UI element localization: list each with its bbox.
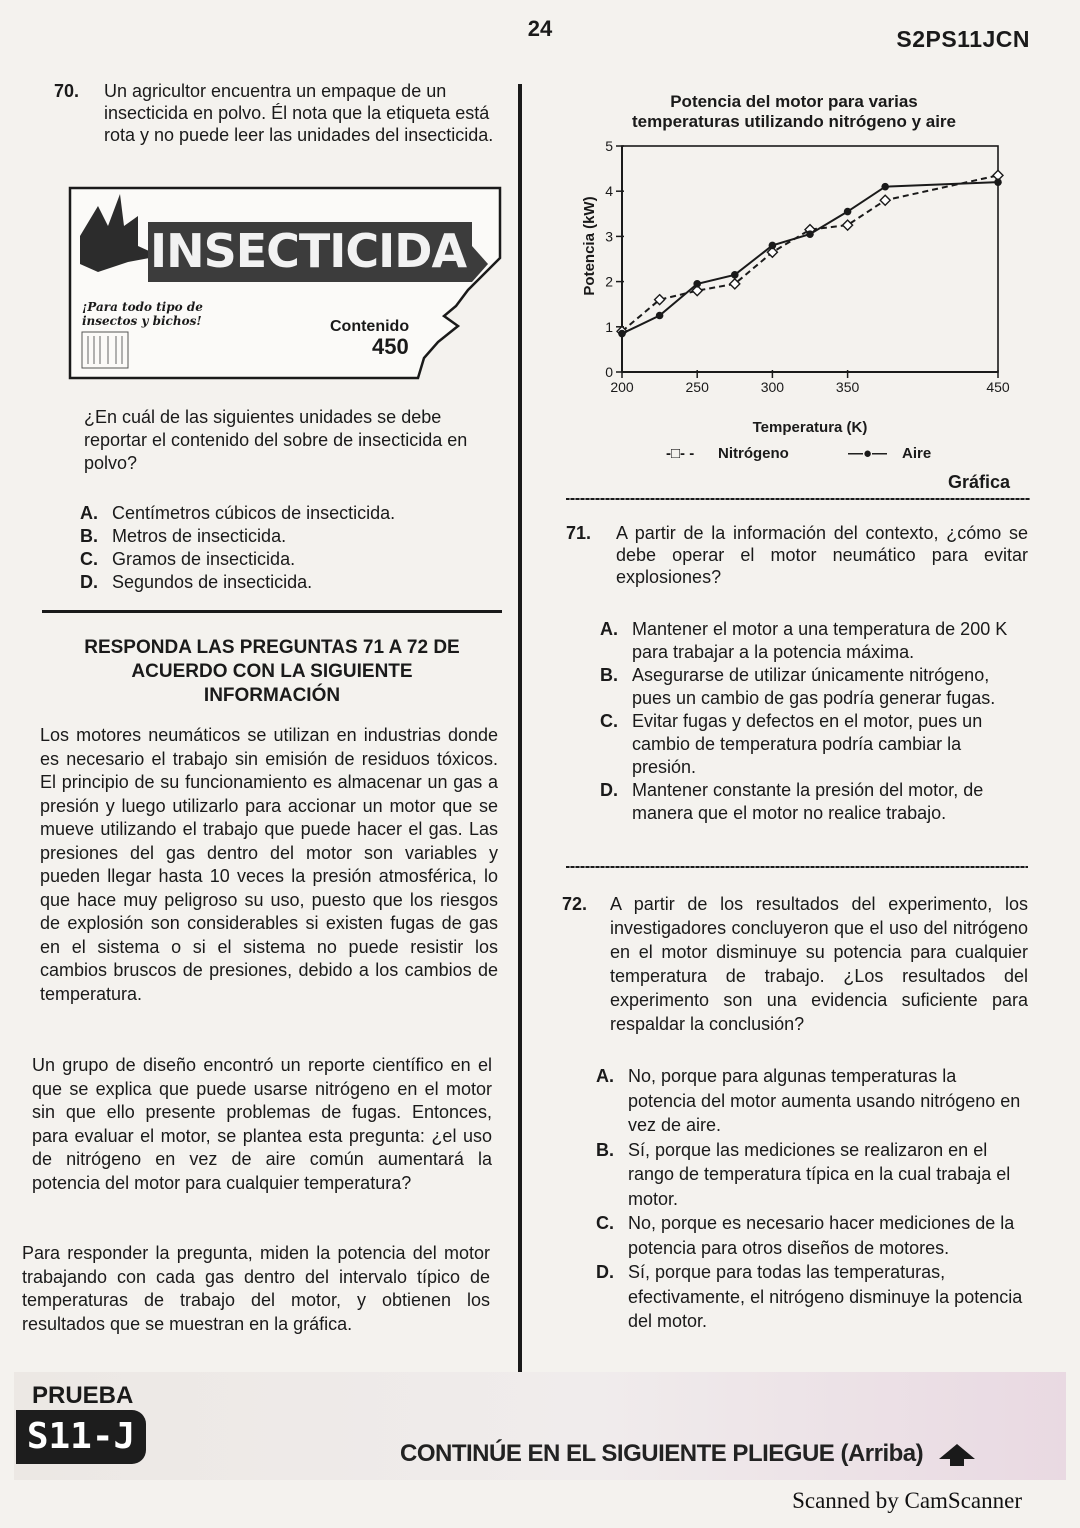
label-brand: INSECTICIDA <box>150 224 467 278</box>
option-text: Sí, porque las mediciones se realizaron en el rango de temperatura típica en la cual trabaja el motor. <box>628 1139 1011 1209</box>
option-b[interactable] <box>600 664 1028 710</box>
label-amount: 450 <box>372 334 409 359</box>
option-a[interactable] <box>600 618 1028 664</box>
option-b[interactable] <box>596 1138 1028 1212</box>
option-letter: C. <box>600 711 618 731</box>
data-point-aire <box>656 312 664 320</box>
option-d[interactable] <box>596 1260 1028 1334</box>
question-text: A partir de la información del contexto, ¿cómo se debe operar el motor neumático para evitar explosiones? <box>616 523 1028 587</box>
insecticide-label <box>68 186 502 380</box>
option-c[interactable] <box>596 1211 1028 1260</box>
option-letter: B. <box>80 526 98 546</box>
option-text: Gramos de insecticida. <box>112 549 296 569</box>
x-tick-label: 350 <box>835 379 860 395</box>
slogan-line: insectos y bichos! <box>82 314 202 328</box>
chart-title-line: Potencia del motor para varias <box>670 92 918 111</box>
question-70 <box>54 80 510 146</box>
option-text: No, porque para algunas temperaturas la potencia del motor aumenta usando nitrógeno en vez de aire. <box>628 1066 1021 1135</box>
option-text: No, porque es necesario hacer mediciones de la potencia para otros diseños de motores. <box>628 1213 1015 1258</box>
section-divider <box>566 498 1030 500</box>
data-point-aire <box>844 208 852 216</box>
info-paragraph-1: Los motores neumáticos se utilizan en industrias donde es necesario el trabajo sin emisión de residuos tóxicos. El principio de su funcionamiento es almacenar un gas a presión y luego utilizarlo para accionar un motor que se mueve utilizando el trabajo que puede hacer el gas. Las presiones del gas dentro del motor son variables y pueden llegar hasta 10 veces la presión atmosférica, lo que hace muy peligroso su uso, puesto que los riesgos de explosión son considerables si existen fugas de gas en el sistema o si el sistema no puede resistir los cambios bruscos de presiones, debido a los cambios de temperatura. <box>40 725 498 1004</box>
title-line: RESPONDA LAS PREGUNTAS 71 A 72 DE <box>84 637 460 658</box>
x-axis-label: Temperatura (K) <box>752 419 868 436</box>
legend-symbol-aire: —●— <box>848 445 888 462</box>
exam-code: S2PS11JCN <box>896 26 1030 52</box>
data-point-aire <box>806 230 814 238</box>
data-point-aire <box>994 178 1002 186</box>
option-text: Asegurarse de utilizar únicamente nitrógeno, pues un cambio de gas podría generar fugas. <box>632 665 996 708</box>
question-number: 70. <box>54 81 80 101</box>
x-tick-label: 450 <box>986 379 1010 395</box>
option-c[interactable] <box>600 710 1028 779</box>
y-tick-label: 3 <box>605 228 613 245</box>
footer-prueba: PRUEBA <box>32 1382 134 1409</box>
x-tick-label: 300 <box>760 379 785 395</box>
option-text: Sí, porque para todas las temperaturas, efectivamente, el nitrógeno disminuye la potencia del motor. <box>628 1262 1023 1331</box>
option-letter: A. <box>80 503 98 523</box>
options-72 <box>596 1064 1028 1334</box>
option-d[interactable] <box>80 571 500 594</box>
scanner-watermark: Scanned by CamScanner <box>792 1488 1022 1513</box>
x-tick-label: 250 <box>685 379 709 395</box>
data-point-aire <box>731 271 739 279</box>
y-tick-label: 0 <box>605 364 613 380</box>
power-chart <box>566 136 1030 468</box>
option-text: Centímetros cúbicos de insecticida. <box>112 503 396 523</box>
option-text: Mantener constante la presión del motor, de manera que el motor no realice trabajo. <box>632 780 984 823</box>
question-72 <box>562 892 1028 1036</box>
question-71 <box>566 522 1028 588</box>
chart-title-line: temperaturas utilizando nitrógeno y aire <box>631 112 956 131</box>
question-text: Un agricultor encuentra un empaque de un insecticida en polvo. Él nota que la etiqueta está rota y no puede leer las unidades del insecticida. <box>104 81 494 145</box>
slogan-line: ¡Para todo tipo de <box>82 300 203 314</box>
continue-text: CONTINÚE EN EL SIGUIENTE PLIEGUE (Arriba) <box>400 1440 924 1467</box>
label-contenido: Contenido <box>330 318 410 335</box>
page-number: 24 <box>527 16 553 41</box>
y-tick-label: 2 <box>605 273 613 290</box>
data-point-nitrogeno <box>880 195 890 205</box>
plot-frame <box>622 146 998 372</box>
chart-title <box>566 92 1022 132</box>
section-divider <box>42 610 502 613</box>
option-a[interactable] <box>596 1064 1028 1138</box>
option-letter: A. <box>596 1066 614 1086</box>
info-title <box>42 636 502 708</box>
option-text: Segundos de insecticida. <box>112 572 313 592</box>
footer-test-code: S11-J <box>16 1410 146 1464</box>
column-divider <box>518 84 522 1374</box>
question-number: 72. <box>562 894 588 914</box>
title-line: INFORMACIÓN <box>203 685 341 706</box>
y-axis-label: Potencia (kW) <box>581 196 598 296</box>
chart-caption: Gráfica <box>948 472 1011 492</box>
series-line-aire <box>622 182 998 333</box>
info-paragraph-2: Un grupo de diseño encontró un reporte científico en el que se explica que puede usarse nitrógeno en el motor sin que ello presente problemas de fugas. Entonces, para evaluar el motor, se plantea esta pregunta: ¿el uso de nitrógeno en vez de aire común aumentará la potencia del motor para cualquier temperatura? <box>32 1055 492 1193</box>
option-d[interactable] <box>600 779 1028 825</box>
option-text: Mantener el motor a una temperatura de 200 K para trabajar a la potencia máxima. <box>632 619 1008 662</box>
question-70-prompt: ¿En cuál de las siguientes unidades se debe reportar el contenido del sobre de insecticida en polvo? <box>84 407 468 473</box>
legend-label-aire: Aire <box>902 445 932 462</box>
y-tick-label: 5 <box>605 138 613 154</box>
option-text: Evitar fugas y defectos en el motor, pues un cambio de temperatura podría cambiar la presión. <box>632 711 983 777</box>
option-b[interactable] <box>80 525 500 548</box>
data-point-aire <box>618 330 626 338</box>
data-point-aire <box>769 242 777 250</box>
data-point-aire <box>881 183 889 191</box>
label-slogan <box>82 300 203 328</box>
option-c[interactable] <box>80 548 500 571</box>
arrow-up-icon <box>937 1443 977 1467</box>
option-letter: D. <box>80 572 98 592</box>
option-letter: B. <box>600 665 618 685</box>
option-letter: D. <box>600 780 618 800</box>
series-line-nitrogeno <box>622 175 998 331</box>
option-letter: A. <box>600 619 618 639</box>
legend-label-nitrogeno: Nitrógeno <box>718 445 789 462</box>
info-paragraph-3: Para responder la pregunta, miden la potencia del motor trabajando con cada gas dentro del intervalo típico de temperaturas de trabajo del motor, y obtienen los resultados que se muestran en la gráfica. <box>22 1243 490 1334</box>
option-letter: C. <box>596 1213 614 1233</box>
title-line: ACUERDO CON LA SIGUIENTE <box>131 661 413 682</box>
y-tick-label: 4 <box>605 183 613 200</box>
legend-symbol-nitrogeno: -□- - <box>666 445 695 462</box>
y-tick-label: 1 <box>605 318 613 335</box>
section-divider <box>566 866 1028 868</box>
x-tick-label: 200 <box>610 379 634 395</box>
chart-legend <box>666 445 931 462</box>
option-letter: D. <box>596 1262 614 1282</box>
question-number: 71. <box>566 523 592 543</box>
options-71 <box>600 618 1028 825</box>
question-text: A partir de los resultados del experimento, los investigadores concluyeron que el uso del nitrógeno en el motor disminuye su potencia para cualquier temperatura de trabajo. ¿Los resultados del experimento son una evidencia suficiente para respaldar la conclusión? <box>610 894 1028 1034</box>
option-a[interactable] <box>80 502 500 525</box>
data-point-aire <box>693 280 701 288</box>
footer-continue <box>400 1440 977 1468</box>
option-text: Metros de insecticida. <box>112 526 287 546</box>
option-letter: B. <box>596 1139 614 1160</box>
options-70 <box>80 502 500 594</box>
option-letter: C. <box>80 549 98 569</box>
